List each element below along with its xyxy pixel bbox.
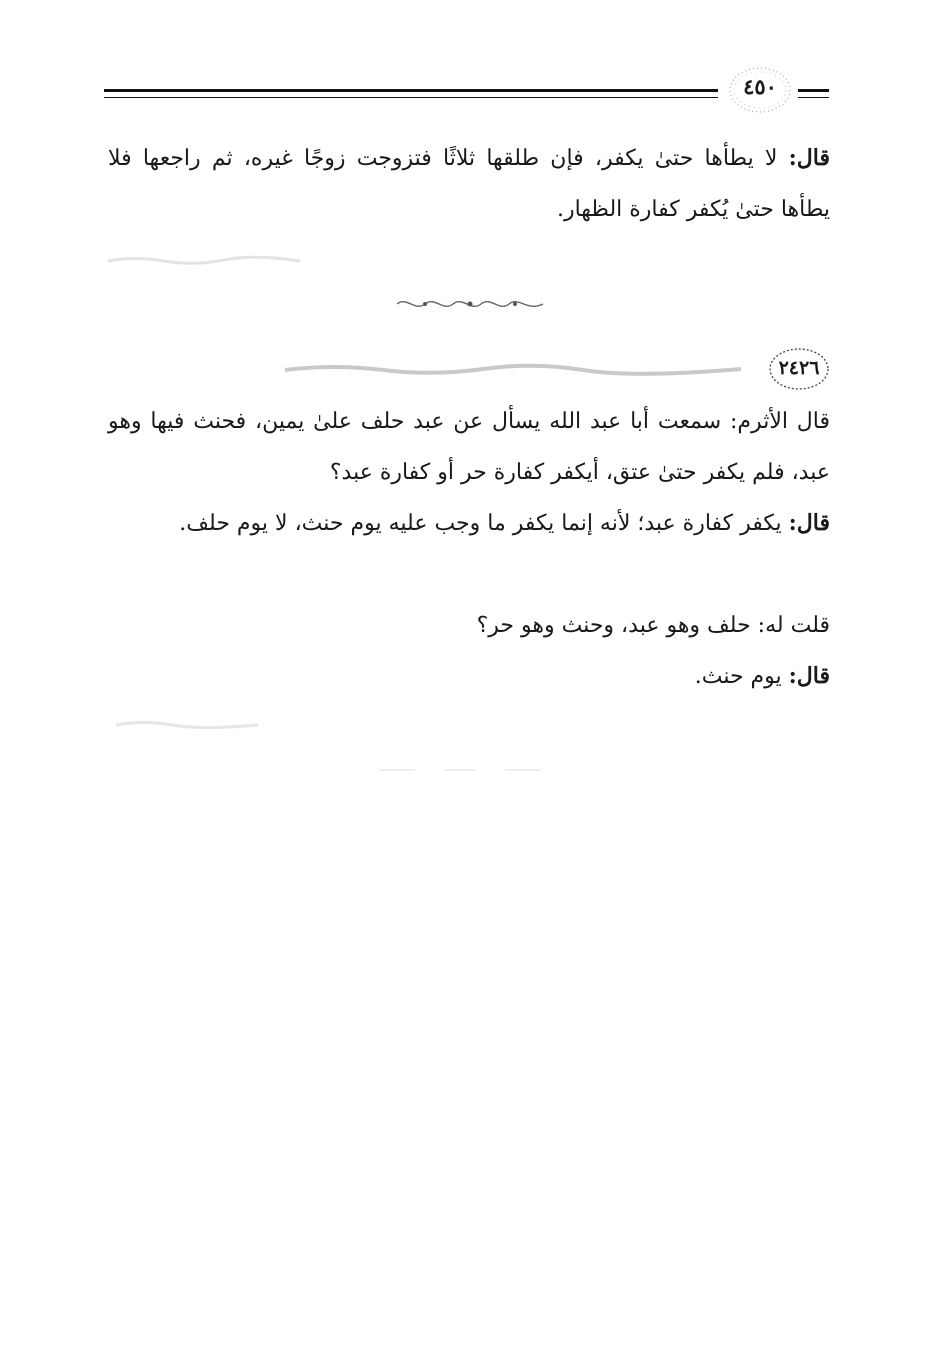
page-number: ٤٥٠ bbox=[743, 74, 777, 99]
header-rule bbox=[104, 89, 718, 98]
faint-heading-mark bbox=[283, 358, 743, 376]
speaker-label: قال: bbox=[788, 145, 830, 171]
paragraph-text: يوم حنث. bbox=[694, 664, 789, 689]
paragraph-qultu-lahu bbox=[140, 600, 830, 651]
paragraph-qal-1 bbox=[108, 133, 830, 235]
speaker-label: قال: bbox=[788, 510, 830, 536]
issue-number: ٢٤٢٦ bbox=[778, 357, 820, 379]
bleed-through-mark bbox=[112, 716, 262, 732]
paragraph-athram-question bbox=[108, 396, 830, 498]
paragraph-qal-2 bbox=[108, 498, 830, 549]
paragraph-text: قلت له: حلف وهو عبد، وحنث وهو حر؟ bbox=[476, 613, 830, 638]
paragraph-qal-3 bbox=[140, 651, 830, 702]
speaker-label: قال: bbox=[788, 663, 830, 689]
section-divider-ornament-icon bbox=[395, 294, 545, 314]
paragraph-text: لا يطأها حتىٰ يكفر، فإن طلقها ثلاثًا فتزوجت زوجًا غيره، ثم راجعها فلا يطأها حتىٰ يُكفر كفارة الظهار. bbox=[108, 146, 830, 222]
paragraph-text: يكفر كفارة عبد؛ لأنه إنما يكفر ما وجب عليه يوم حنث، لا يوم حلف. bbox=[179, 511, 789, 536]
bleed-through-mark bbox=[104, 252, 304, 268]
header-rule-right bbox=[798, 89, 829, 98]
paragraph-text: قال الأثرم: سمعت أبا عبد الله يسأل عن عبد حلف علىٰ يمين، فحنث فيها وهو عبد، فلم يكفر حتىٰ عتق، أيكفر كفارة حر أو كفارة عبد؟ bbox=[108, 409, 830, 485]
bleed-through-mark bbox=[375, 764, 545, 776]
